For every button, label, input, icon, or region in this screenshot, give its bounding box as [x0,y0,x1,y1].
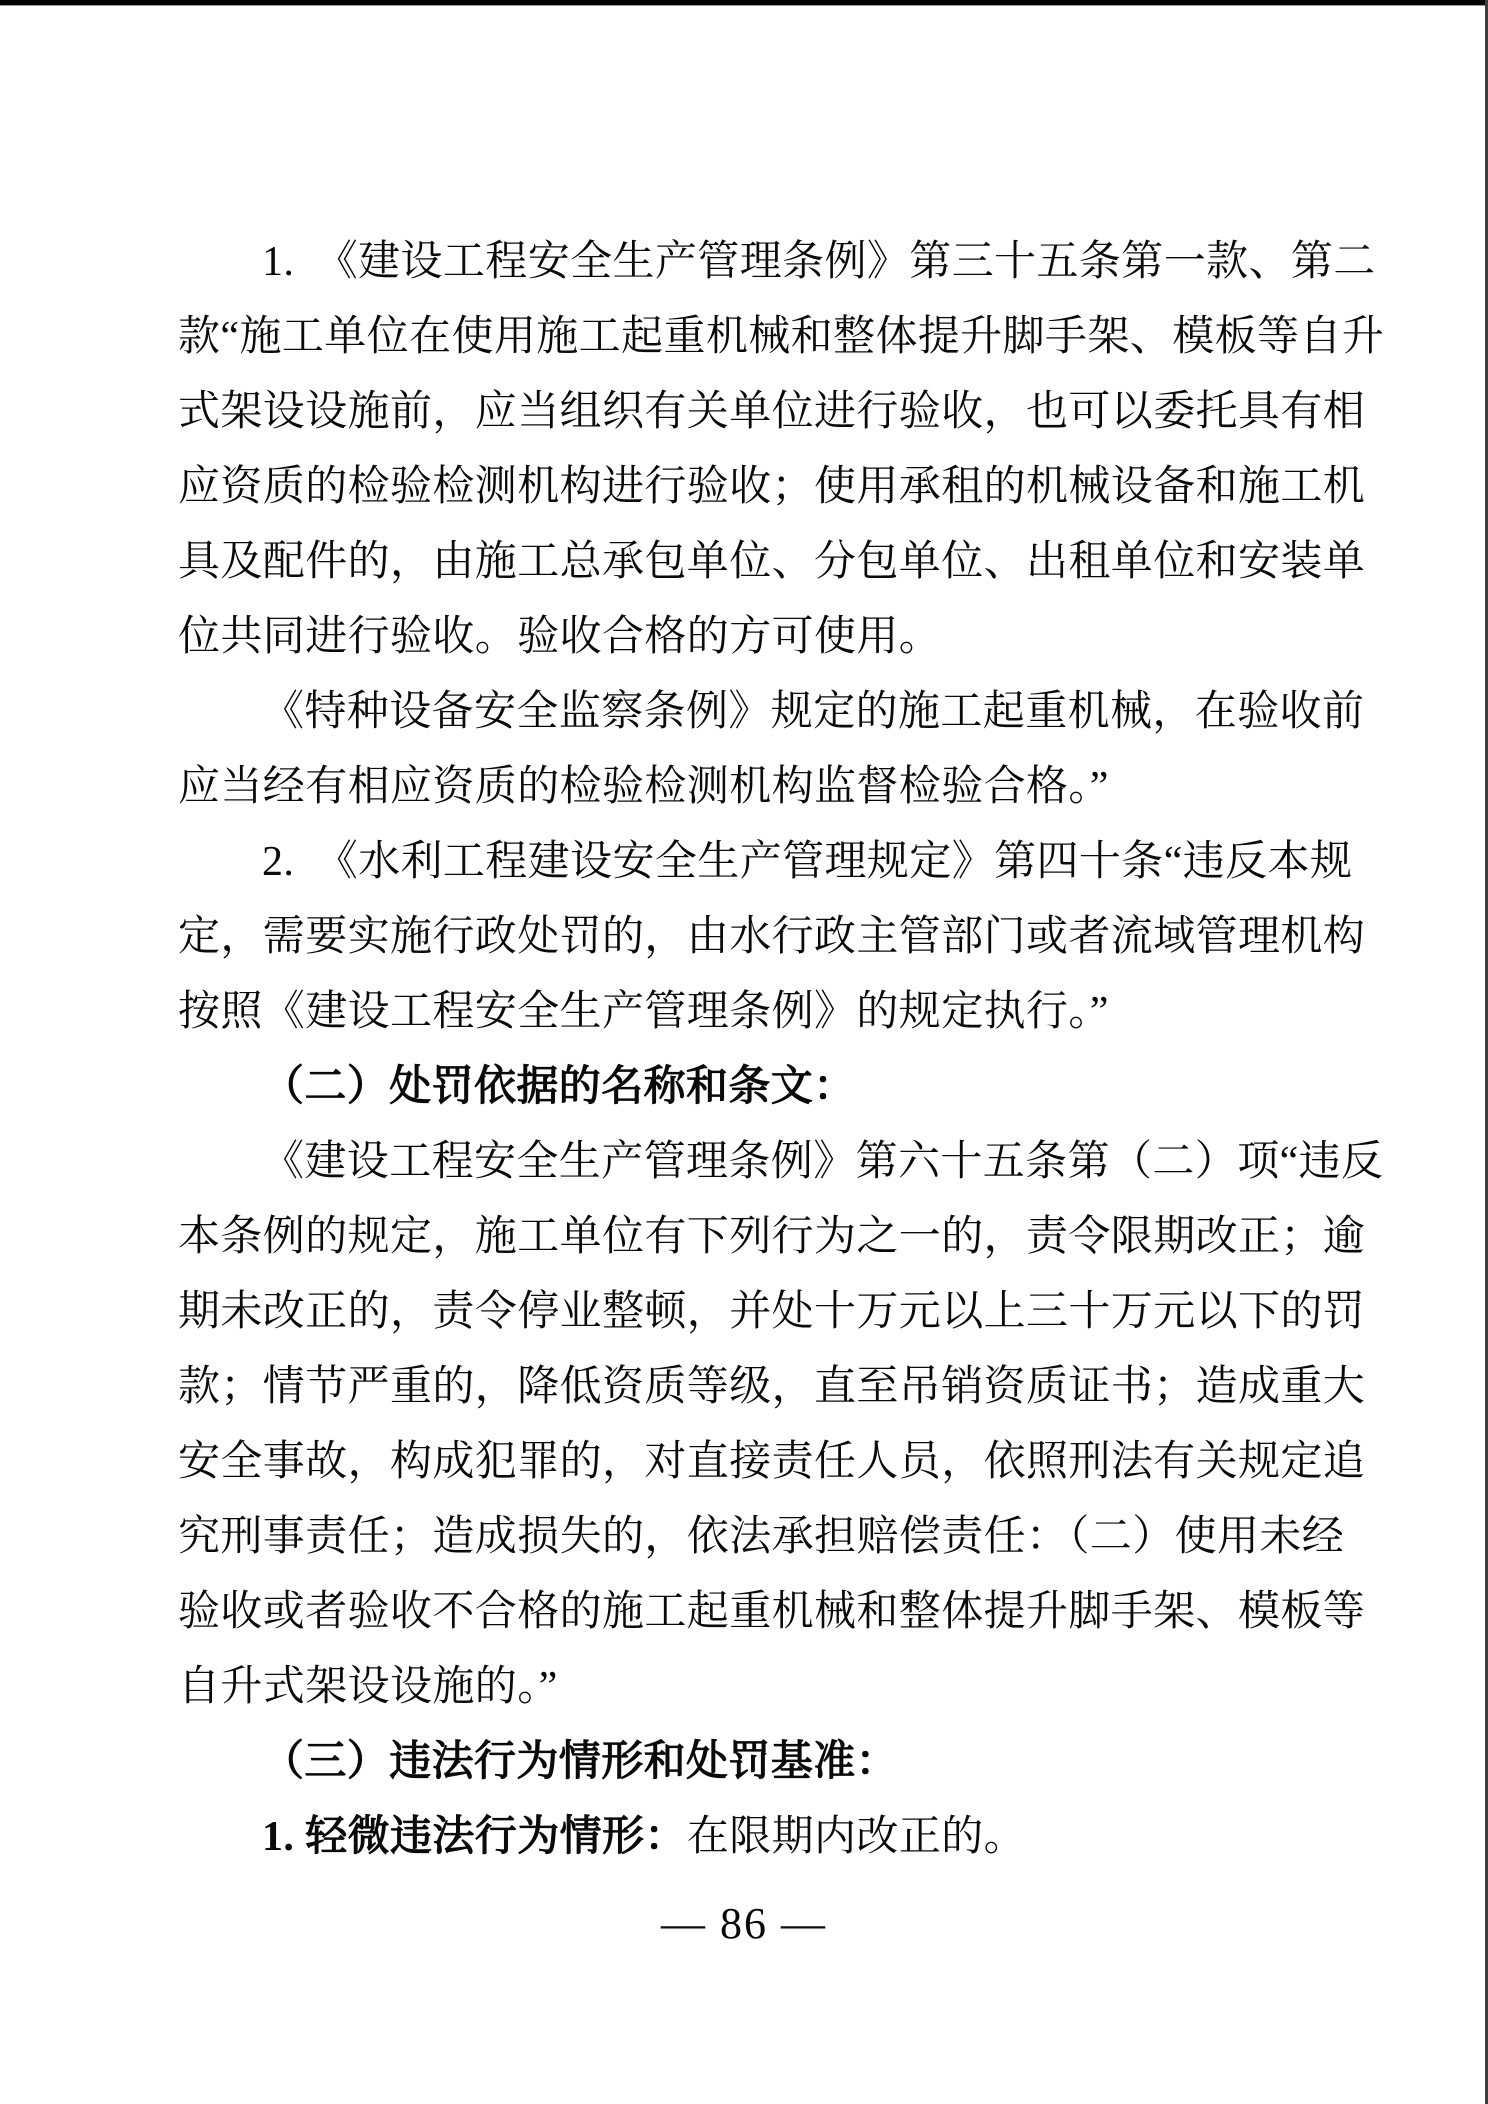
section-heading: （二）处罚依据的名称和条文： [262,1064,856,1110]
document-line: 《建设工程安全生产管理条例》第六十五条第（二）项“违反 [262,1139,1384,1185]
document-line: 应资质的检验检测机构进行验收；使用承租的机械设备和施工机 [178,464,1366,510]
document-line: 自升式架设设施的。” [178,1664,558,1710]
document-line: 安全事故，构成犯罪的，对直接责任人员，依照刑法有关规定追 [178,1439,1366,1485]
document-line: 本条例的规定，施工单位有下列行为之一的，责令限期改正；逾 [178,1214,1366,1260]
document-line: 究刑事责任；造成损失的，依法承担赔偿责任：（二）使用未经 [178,1514,1345,1560]
section-heading: （三）违法行为情形和处罚基准： [262,1739,899,1785]
document-line: 《特种设备安全监察条例》规定的施工起重机械，在验收前 [262,689,1365,735]
document-line: 定，需要实施行政处罚的，由水行政主管部门或者流域管理机构 [178,914,1366,960]
document-line: 位共同进行验收。验收合格的方可使用。 [178,614,942,660]
document-line [178,1800,1360,1875]
document-line: 期未改正的，责令停业整顿，并处十万元以上三十万元以下的罚 [178,1289,1366,1335]
page-number: — 86 — [661,1899,827,1948]
scan-top-edge-artifact [0,0,1488,6]
document-line: 应当经有相应资质的检验检测机构监督检验合格。” [178,764,1109,810]
document-line: 验收或者验收不合格的施工起重机械和整体提升脚手架、模板等 [178,1589,1366,1635]
document-line: 1. 《建设工程安全生产管理条例》第三十五条第一款、第二 [262,239,1376,285]
document-line: 具及配件的，由施工总承包单位、分包单位、出租单位和安装单 [178,539,1366,585]
document-line: 款“施工单位在使用施工起重机械和整体提升脚手架、模板等自升 [178,314,1385,360]
document-line: 2. 《水利工程建设安全生产管理规定》第四十条“违反本规 [262,839,1353,885]
document-line: 款；情节严重的，降低资质等级，直至吊销资质证书；造成重大 [178,1364,1366,1410]
line-rest: 在限期内改正的。 [686,1814,1027,1860]
line-lead-bold: 1. 轻微违法行为情形： [262,1814,687,1860]
document-line: 式架设设施前，应当组织有关单位进行验收，也可以委托具有相 [178,389,1366,435]
document-line: 按照《建设工程安全生产管理条例》的规定执行。” [178,989,1109,1035]
document-body [178,225,1385,1875]
